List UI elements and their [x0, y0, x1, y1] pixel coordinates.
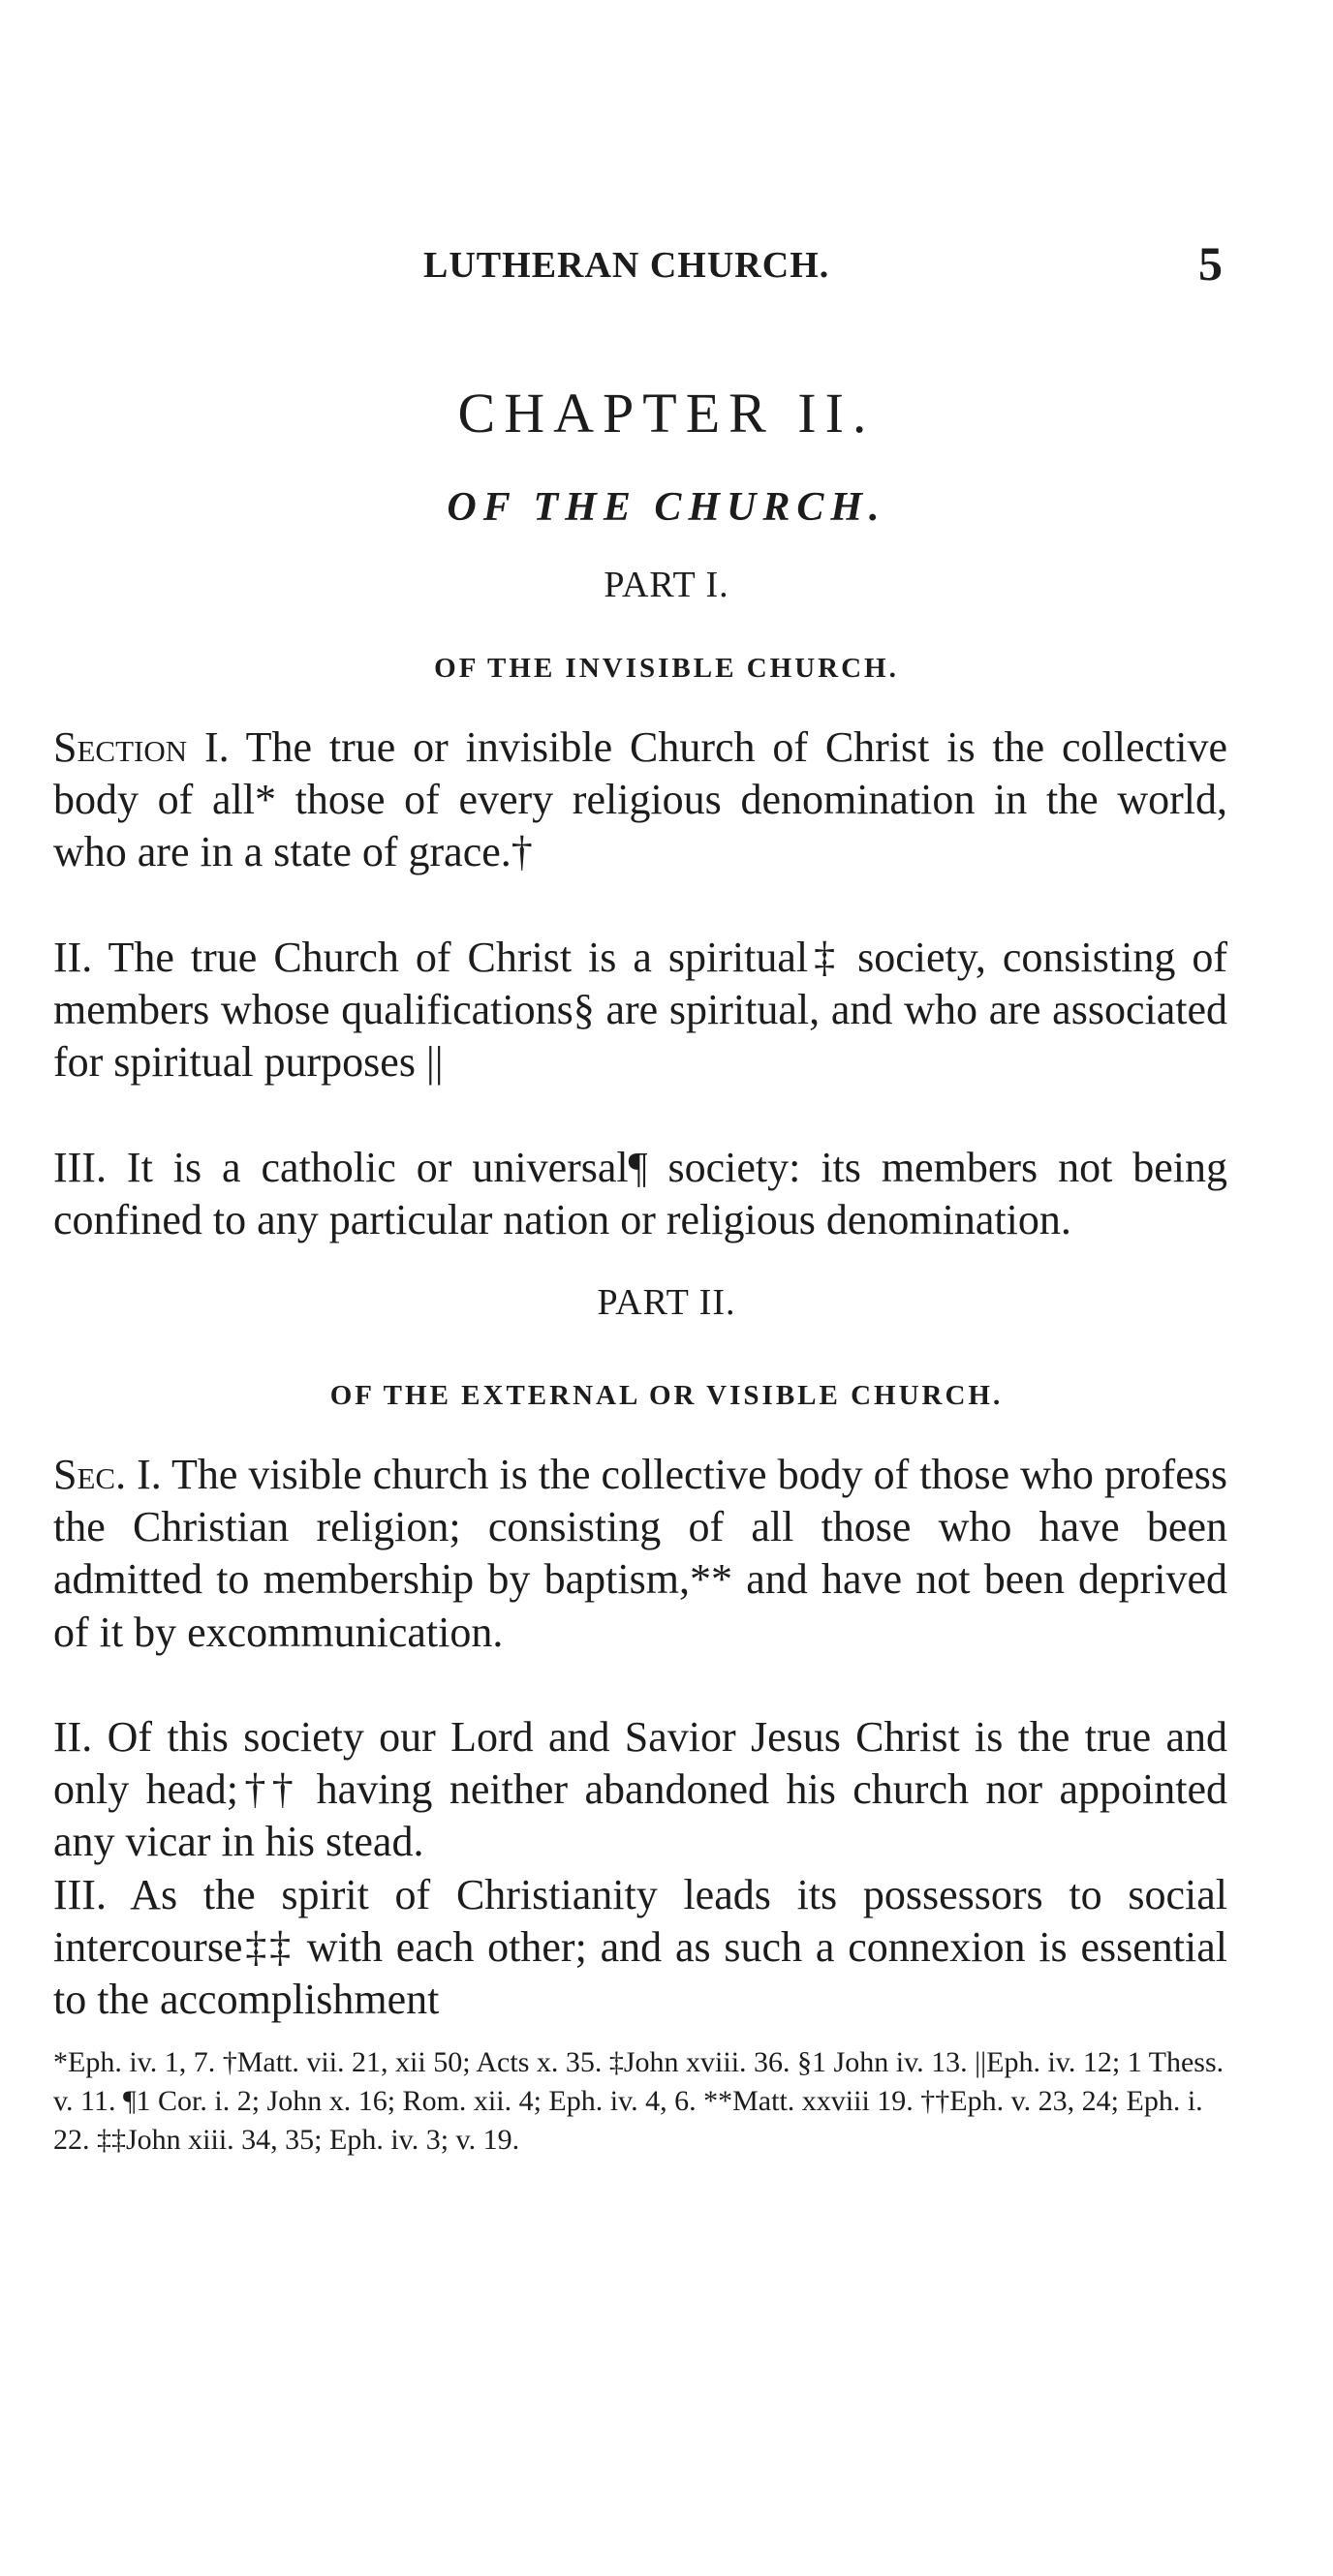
section-lead: II.: [53, 1713, 93, 1761]
part-one-section-3: [53, 1142, 1227, 1246]
section-text: It is a catholic or universal¶ society: its members not being confined to any particular nation or religious denomination.: [53, 1144, 1227, 1244]
part-one-label: PART I.: [604, 565, 729, 605]
chapter-title: CHAPTER II.: [457, 382, 876, 445]
section-text: As the spirit of Christianity leads its possessors to social intercourse‡‡ with each other; and as such a connexion is essential to the accomplishment: [53, 1871, 1227, 2024]
chapter-subtitle: OF THE CHURCH.: [447, 485, 886, 530]
section-text: The visible church is the collective body of those who profess the Christian religion; consisting of all those who have been admitted to membership by baptism,** and have not been deprived of it by excommunication.: [53, 1451, 1227, 1656]
part-one-section-2: [53, 932, 1227, 1089]
section-lead: II.: [53, 934, 93, 981]
part-two-section-1: [53, 1449, 1227, 1659]
part-one-section-1: [53, 721, 1227, 879]
running-head: LUTHERAN CHURCH.: [423, 245, 830, 286]
part-two-section-3: [53, 1869, 1227, 2027]
section-lead: Sec. I.: [53, 1451, 162, 1498]
section-text: The true Church of Christ is a spiritual‡ society, consisting of members whose qualifications§ are spiritual, and who are associated for spiritual purposes ||: [53, 934, 1227, 1087]
section-lead: Section I.: [53, 723, 230, 771]
section-lead: III.: [53, 1144, 107, 1191]
section-text: The true or invisible Church of Christ is the collective body of all* those of every religious denomination in the world, who are in a state of grace.†: [53, 723, 1227, 876]
part-one-heading: OF THE INVISIBLE CHURCH.: [434, 653, 899, 684]
page-number: 5: [1198, 236, 1223, 291]
part-two-label: PART II.: [597, 1282, 736, 1323]
footnotes: *Eph. iv. 1, 7. †Matt. vii. 21, xii 50; Acts x. 35. ‡John xviii. 36. §1 John iv. 13. ||Eph. iv. 12; 1 Thess. v. 11. ¶1 Cor. i. 2; John x. 16; Rom. xii. 4; Eph. iv. 4, 6. **Matt. xxviii 19. ††Eph. v. 23, 24; Eph. i. 22. ‡‡John xiii. 34, 35; Eph. iv. 3; v. 19.: [53, 2046, 1224, 2156]
section-lead: III.: [53, 1871, 107, 1918]
section-text: Of this society our Lord and Savior Jesus Christ is the true and only head;†† having neither abandoned his church nor appointed any vicar in his stead.: [53, 1713, 1227, 1866]
part-two-section-2: [53, 1711, 1227, 1869]
part-two-heading: OF THE EXTERNAL OR VISIBLE CHURCH.: [329, 1380, 1004, 1411]
